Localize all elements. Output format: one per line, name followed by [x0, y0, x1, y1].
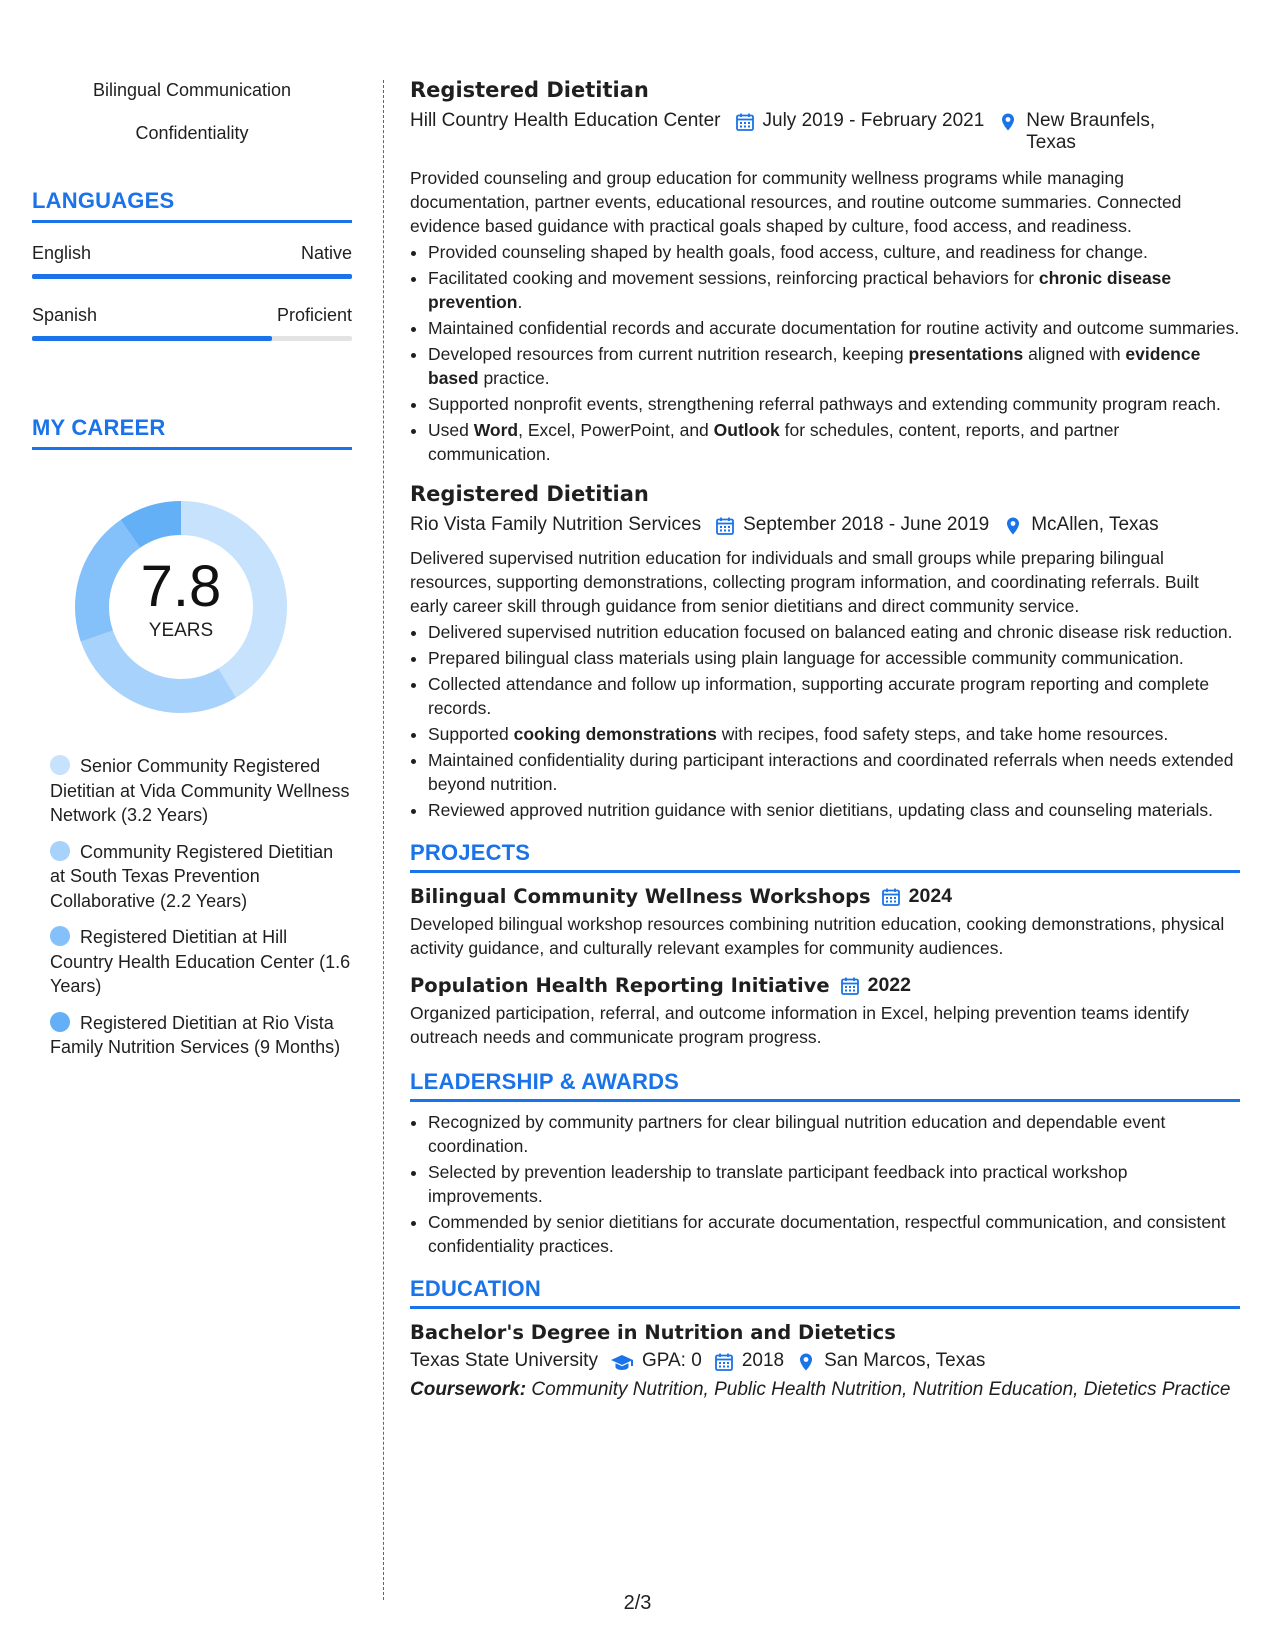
company-name: Hill Country Health Education Center [410, 110, 721, 131]
calendar-icon [840, 976, 860, 996]
calendar-icon [881, 887, 901, 907]
coursework-list: Community Nutrition, Public Health Nutrition, Nutrition Education, Dietetics Practice [531, 1379, 1231, 1400]
bullet-item: • Reviewed approved nutrition guidance with senior dietitians, updating class and counseling materials. [428, 798, 1240, 822]
awards-heading: LEADERSHIP & AWARDS [410, 1069, 1240, 1102]
language-level: Proficient [276, 305, 352, 325]
location-pin-icon [796, 1352, 816, 1372]
project-desc: Developed bilingual workshop resources combining nutrition education, cooking demonstrations, physical activity guidance, and culturally relevant examples for community audiences. [410, 914, 1225, 958]
language-item [32, 305, 352, 341]
language-name: Spanish [32, 305, 98, 325]
project-year: 2024 [908, 885, 953, 907]
calendar-icon [715, 516, 735, 536]
career-total-unit: YEARS [148, 620, 214, 641]
skill-tag: Bilingual Communication [92, 80, 292, 100]
language-bar [32, 274, 352, 279]
award-item: • Selected by prevention leadership to translate participant feedback into practical workshop improvements. [428, 1160, 1240, 1208]
language-name: English [32, 243, 92, 263]
career-legend-item: Registered Dietitian at Rio Vista Family Nutrition Services (9 Months) [50, 1012, 341, 1057]
calendar-icon [714, 1352, 734, 1372]
career-total-value: 7.8 [140, 554, 222, 619]
bullet-item: • Delivered supervised nutrition education focused on balanced eating and chronic disease risk reduction. [428, 620, 1240, 644]
calendar-icon [735, 112, 755, 132]
job-location: New Braunfels, Texas [1026, 110, 1156, 153]
job-location: McAllen, Texas [1031, 514, 1159, 535]
career-legend-item: Senior Community Registered Dietitian at Vida Community Wellness Network (3.2 Years) [50, 756, 350, 825]
project-entry [410, 885, 1240, 960]
coursework-label: Coursework: [410, 1379, 527, 1400]
career-donut-chart [68, 494, 294, 720]
right-column [410, 78, 1240, 1402]
bullet-item: • Used Word, Excel, PowerPoint, and Outlook for schedules, content, reports, and partner communication. [428, 418, 1240, 466]
project-entry [410, 974, 1240, 1049]
coursework [410, 1378, 1240, 1402]
project-desc: Organized participation, referral, and outcome information in Excel, helping prevention teams identify outreach needs and communicate program progress. [410, 1003, 1190, 1047]
location-pin-icon [998, 112, 1018, 132]
education-heading: EDUCATION [410, 1276, 1240, 1309]
bullet-item: • Collected attendance and follow up information, supporting accurate program reporting and complete records. [428, 672, 1240, 720]
location-pin-icon [1003, 516, 1023, 536]
project-name: Bilingual Community Wellness Workshops [410, 885, 871, 908]
page-number: 2/3 [623, 1592, 652, 1614]
legend-dot [50, 926, 70, 946]
company-name: Rio Vista Family Nutrition Services [410, 514, 702, 535]
school-name: Texas State University [410, 1350, 598, 1371]
legend-dot [50, 755, 70, 775]
language-level: Native [300, 243, 352, 263]
job-dates: July 2019 - February 2021 [762, 110, 985, 131]
left-column [32, 80, 352, 1072]
education-entry [410, 1321, 1240, 1402]
gpa: GPA: 0 [641, 1350, 702, 1371]
job-bullets [410, 620, 1240, 822]
projects-heading: PROJECTS [410, 840, 1240, 873]
degree-title: Bachelor's Degree in Nutrition and Dietetics [410, 1321, 896, 1344]
award-item: • Commended by senior dietitians for accurate documentation, respectful communication, and consistent confidentiality practices. [428, 1210, 1240, 1258]
bullet-item: • Supported nonprofit events, strengthening referral pathways and extending community program reach. [428, 392, 1240, 416]
job-title: Registered Dietitian [410, 78, 649, 102]
project-year: 2022 [867, 974, 911, 996]
language-bar-fill [32, 274, 352, 279]
experience-entry [410, 482, 1240, 822]
job-summary: Provided counseling and group education for community wellness programs while managing documentation, partner events, educational resources, and routine outcome summaries. Connected evidence based guidance with practical goals shaped by culture, food access, and readiness. [410, 168, 1182, 236]
legend-dot [50, 1012, 70, 1032]
career-legend-item: Community Registered Dietitian at South Texas Prevention Collaborative (2.2 Years) [50, 841, 334, 911]
language-item [32, 243, 352, 279]
awards-list [410, 1110, 1240, 1258]
language-bar [32, 336, 352, 341]
bullet-item: • Facilitated cooking and movement sessions, reinforcing practical behaviors for chronic disease prevention. [428, 266, 1240, 314]
language-bar-fill [32, 336, 272, 341]
job-bullets [410, 240, 1240, 466]
column-divider [383, 80, 384, 1600]
award-item: • Recognized by community partners for clear bilingual nutrition education and dependable event coordination. [428, 1110, 1240, 1158]
job-dates: September 2018 - June 2019 [743, 514, 990, 535]
project-name: Population Health Reporting Initiative [410, 974, 830, 997]
job-summary: Delivered supervised nutrition education for individuals and small groups while preparing bilingual resources, supporting demonstrations, collecting program information, and coordinating referrals. Built early career skill through guidance from senior dietitians and direct community service. [410, 548, 1199, 616]
graduation-year: 2018 [741, 1350, 785, 1371]
job-title: Registered Dietitian [410, 482, 649, 506]
career-heading: MY CAREER [32, 415, 352, 450]
experience-entry [410, 78, 1240, 466]
school-location: San Marcos, Texas [824, 1350, 986, 1371]
career-legend-item: Registered Dietitian at Hill Country Health Education Center (1.6 Years) [50, 927, 351, 996]
bullet-item: • Provided counseling shaped by health goals, food access, culture, and readiness for change. [428, 240, 1240, 264]
bullet-item: • Developed resources from current nutrition research, keeping presentations aligned with evidence based practice. [428, 342, 1240, 390]
career-legend [32, 754, 352, 1060]
graduation-cap-icon [610, 1352, 634, 1372]
skill-tag: Confidentiality [135, 123, 249, 143]
bullet-item: • Prepared bilingual class materials using plain language for accessible community communication. [428, 646, 1240, 670]
bullet-item: • Maintained confidential records and accurate documentation for routine activity and outcome summaries. [428, 316, 1240, 340]
languages-heading: LANGUAGES [32, 188, 352, 223]
bullet-item: • Maintained confidentiality during participant interactions and coordinated referrals when needs extended beyond nutrition. [428, 748, 1240, 796]
bullet-item: • Supported cooking demonstrations with recipes, food safety steps, and take home resources. [428, 722, 1240, 746]
legend-dot [50, 841, 70, 861]
